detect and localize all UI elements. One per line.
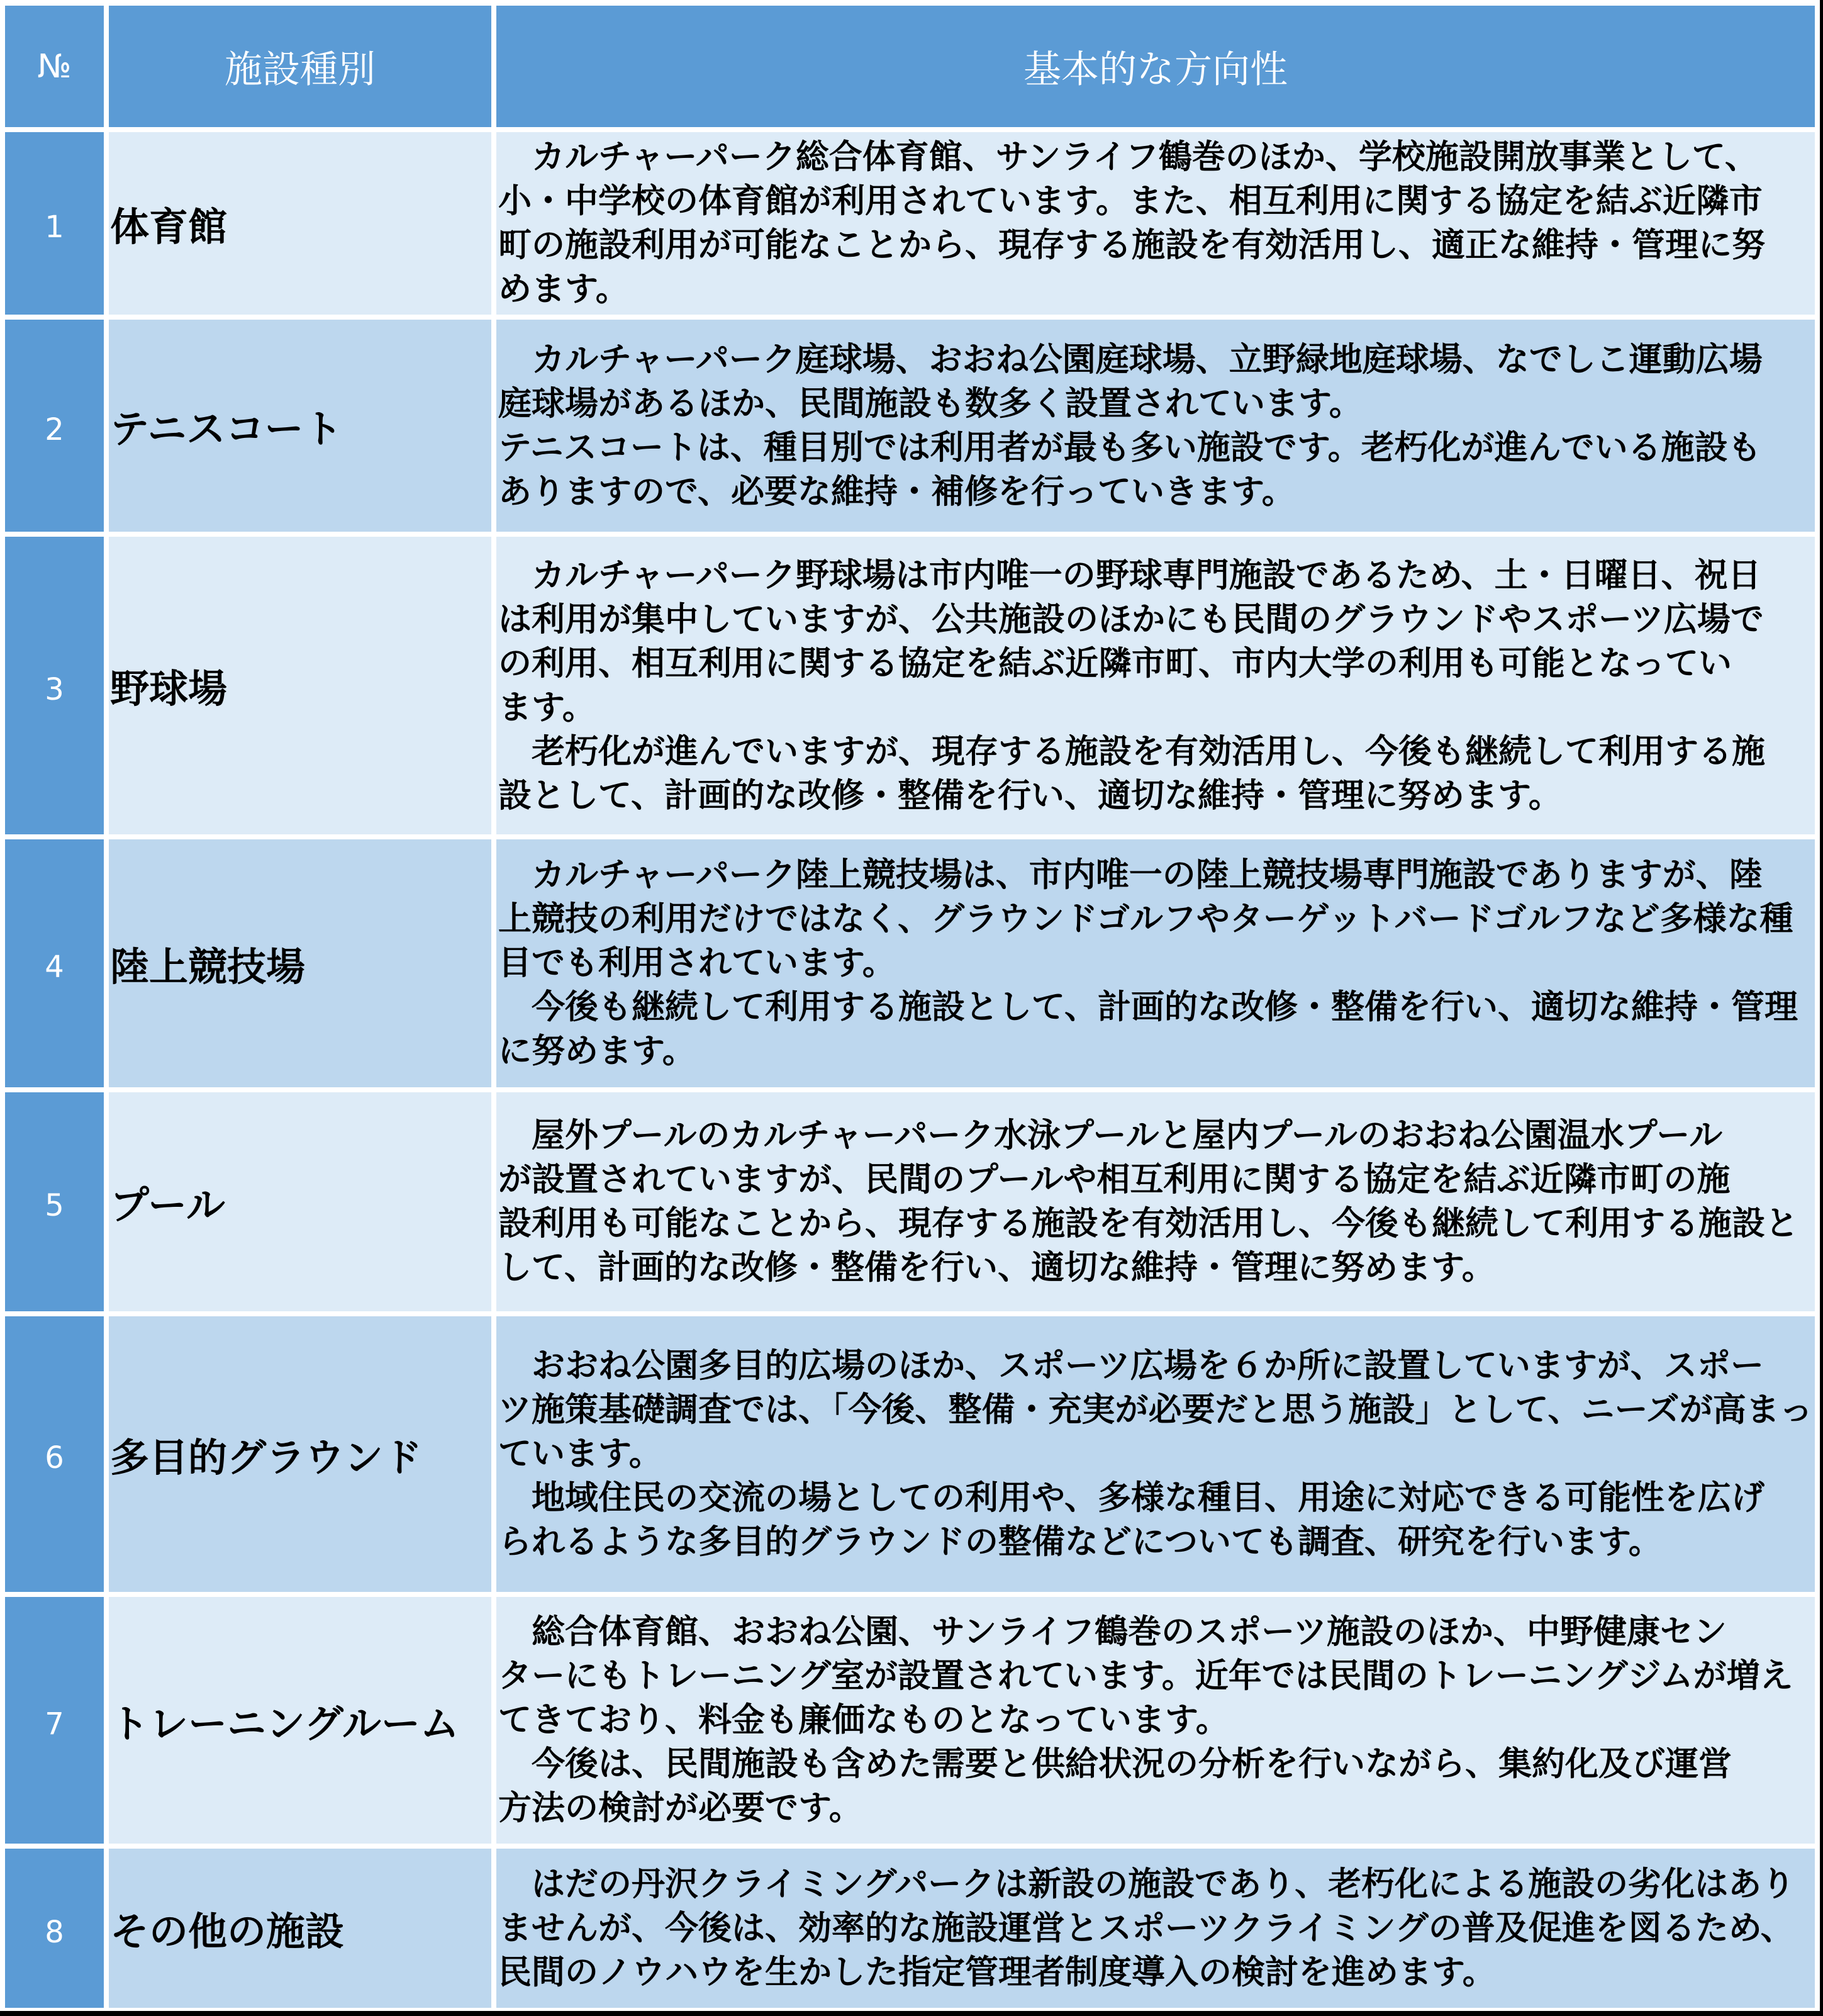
text-line: おおね公園多目的広場のほか、スポーツ広場を６か所に設置していますが、スポー <box>498 1347 1764 1385</box>
direction-text <box>496 839 1815 1087</box>
text-line: ありますので、必要な維持・補修を行っていきます。 <box>498 472 1295 511</box>
facility-category: 陸上競技場 <box>109 839 491 1087</box>
facility-category: 体育館 <box>109 132 491 315</box>
text-line: 総合体育館、おおね公園、サンライフ鶴巻のスポーツ施設のほか、中野健康セン <box>498 1613 1727 1651</box>
row-number: 5 <box>5 1092 104 1311</box>
header-direction: 基本的な方向性 <box>496 6 1815 127</box>
row-number: 7 <box>5 1597 104 1844</box>
direction-text <box>496 537 1815 834</box>
text-line: 方法の検討が必要です。 <box>498 1789 862 1827</box>
text-line: カルチャーパーク陸上競技場は、市内唯一の陸上競技場専門施設でありますが、陸 <box>498 856 1763 894</box>
direction-text <box>496 1316 1815 1592</box>
text-line: カルチャーパーク庭球場、おおね公園庭球場、立野緑地庭球場、なでしこ運動広場 <box>498 340 1763 379</box>
direction-text <box>496 1092 1815 1311</box>
text-line: めます。 <box>498 270 629 308</box>
text-line: はだの丹沢クライミングパークは新設の施設であり、老朽化による施設の劣化はあり <box>498 1864 1795 1903</box>
row-number: 2 <box>5 320 104 532</box>
text-line: 目でも利用されています。 <box>498 944 896 982</box>
direction-text <box>496 320 1815 532</box>
text-line: てきており、料金も廉価なものとなっています。 <box>498 1701 1229 1739</box>
facility-category: プール <box>109 1092 491 1311</box>
text-line: の利用、相互利用に関する協定を結ぶ近隣市町、市内大学の利用も可能となってい <box>498 644 1732 683</box>
text-line: 屋外プールのカルチャーパーク水泳プールと屋内プールのおおね公園温水プール <box>498 1116 1723 1155</box>
direction-text <box>496 1849 1815 2008</box>
text-line: 地域住民の交流の場としての利用や、多様な種目、用途に対応できる可能性を広げ <box>498 1479 1764 1517</box>
text-line: が設置されていますが、民間のプールや相互利用に関する協定を結ぶ近隣市町の施 <box>498 1160 1731 1199</box>
text-line: 設利用も可能なことから、現存する施設を有効活用し、今後も継続して利用する施設と <box>498 1204 1798 1243</box>
row-number: 8 <box>5 1849 104 2008</box>
text-line: ませんが、今後は、効率的な施設運営とスポーツクライミングの普及促進を図るため、 <box>498 1908 1794 1947</box>
text-line: カルチャーパーク野球場は市内唯一の野球専門施設であるため、土・日曜日、祝日 <box>498 556 1761 595</box>
facility-category: 野球場 <box>109 537 491 834</box>
right-border-line <box>1820 0 1823 2016</box>
text-line: カルチャーパーク総合体育館、サンライフ鶴巻のほか、学校施設開放事業として、 <box>498 138 1758 176</box>
text-line: 庭球場があるほか、民間施設も数多く設置されています。 <box>498 384 1363 423</box>
header-category: 施設種別 <box>109 6 491 127</box>
text-line: ツ施策基礎調査では、「今後、整備・充実が必要だと思う施設」として、ニーズが高まっ <box>498 1391 1813 1429</box>
header-no: № <box>5 6 104 127</box>
facility-category: その他の施設 <box>109 1849 491 2008</box>
text-line: 老朽化が進んでいますが、現存する施設を有効活用し、今後も継続して利用する施 <box>498 732 1765 771</box>
row-number: 6 <box>5 1316 104 1592</box>
text-line: 小・中学校の体育館が利用されています。また、相互利用に関する協定を結ぶ近隣市 <box>498 182 1763 220</box>
text-line: られるような多目的グラウンドの整備などについても調査、研究を行います。 <box>498 1523 1662 1561</box>
text-line: 今後は、民間施設も含めた需要と供給状況の分析を行いながら、集約化及び運営 <box>498 1745 1732 1783</box>
text-line: ます。 <box>498 688 596 727</box>
row-number: 3 <box>5 537 104 834</box>
direction-text <box>496 132 1815 315</box>
facility-category: テニスコート <box>109 320 491 532</box>
text-line: ています。 <box>498 1435 662 1473</box>
facility-direction-table <box>5 6 1815 2008</box>
text-line: に努めます。 <box>498 1032 696 1070</box>
text-line: して、計画的な改修・整備を行い、適切な維持・管理に努めます。 <box>498 1248 1495 1287</box>
text-line: ターにもトレーニング室が設置されています。近年では民間のトレーニングジムが増え <box>498 1657 1793 1695</box>
text-line: は利用が集中していますが、公共施設のほかにも民間のグラウンドやスポーツ広場で <box>498 600 1764 639</box>
direction-text <box>496 1597 1815 1844</box>
row-number: 1 <box>5 132 104 315</box>
text-line: 民間のノウハウを生かした指定管理者制度導入の検討を進めます。 <box>498 1952 1496 1991</box>
facility-category: 多目的グラウンド <box>109 1316 491 1592</box>
text-line: 上競技の利用だけではなく、グラウンドゴルフやターゲットバードゴルフなど多様な種 <box>498 900 1793 938</box>
text-line: 町の施設利用が可能なことから、現存する施設を有効活用し、適正な維持・管理に努 <box>498 226 1765 264</box>
facility-category: トレーニングルーム <box>109 1597 491 1844</box>
text-line: テニスコートは、種目別では利用者が最も多い施設です。老朽化が進んでいる施設も <box>498 428 1761 467</box>
text-line: 今後も継続して利用する施設として、計画的な改修・整備を行い、適切な維持・管理 <box>498 988 1798 1026</box>
row-number: 4 <box>5 839 104 1087</box>
text-line: 設として、計画的な改修・整備を行い、適切な維持・管理に努めます。 <box>498 776 1562 815</box>
bottom-border-line <box>0 2011 1823 2016</box>
